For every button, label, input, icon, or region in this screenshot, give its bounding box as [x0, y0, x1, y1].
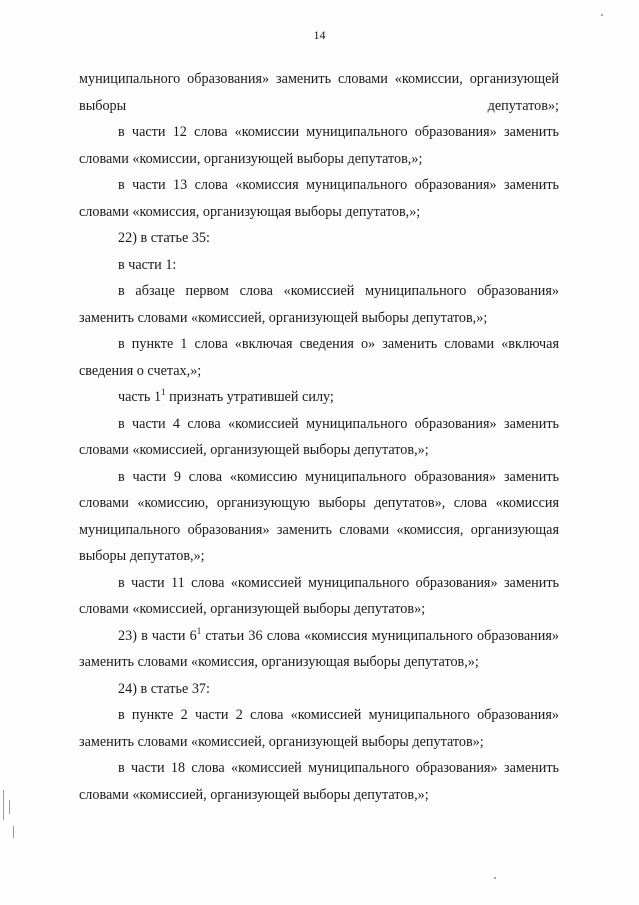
paragraph-part-1-1-text-after: признать утратившей силу; [165, 389, 334, 405]
superscript-marker: 1 [196, 625, 202, 636]
paragraph-item-23-text-after: статьи 36 слова «комиссия муниципального образования» заменить словами «комиссия, организующая выборы депутатов,»; [79, 627, 559, 670]
superscript-marker: 1 [161, 387, 166, 397]
paragraph-part-1-1 [79, 384, 559, 411]
paragraph-item-23-text: 23) в части 6 [118, 627, 197, 644]
paragraph-continuation: муниципального образования» заменить словами «комиссии, организующей выборы депутатов»; [79, 71, 559, 114]
page-number: 14 [313, 28, 326, 42]
paragraph-part-13: в части 13 слова «комиссия муниципального образования» заменить словами «комиссия, организующая выборы депутатов,»; [79, 177, 559, 220]
paragraph-part-12: в части 12 слова «комиссии муниципального образования» заменить словами «комиссии, организующей выборы депутатов,»; [79, 124, 559, 167]
paragraph-point-1: в пункте 1 слова «включая сведения о» заменить словами «включая сведения о счетах,»; [79, 336, 559, 379]
document-body [79, 66, 559, 808]
scan-edge-mark [3, 790, 4, 820]
paragraph-part-11: в части 11 слова «комиссией муниципального образования» заменить словами «комиссией, организующей выборы депутатов»; [79, 574, 559, 617]
paragraph-point-2-part-2: в пункте 2 части 2 слова «комиссией муниципального образования» заменить словами «комиссией, организующей выборы депутатов»; [79, 707, 559, 750]
paragraph-first-indent: в абзаце первом слова «комиссией муниципального образования» заменить словами «комиссией, организующей выборы депутатов,»; [79, 283, 559, 326]
paragraph-item-24: 24) в статье 37: [118, 680, 210, 697]
scan-edge-mark [13, 826, 14, 838]
paragraph-part-18: в части 18 слова «комиссией муниципального образования» заменить словами «комиссией, организующей выборы депутатов,»; [79, 760, 559, 803]
paragraph-item-23 [79, 623, 559, 676]
paragraph-part-9: в части 9 слова «комиссию муниципального образования» заменить словами «комиссию, организующую выборы депутатов», слова «комиссия муниципального образования» заменить словами «комиссия, организующая выборы депутатов,»; [79, 468, 559, 564]
scan-speck [494, 877, 496, 879]
paragraph-part-1-heading: в части 1: [118, 256, 177, 273]
scan-edge-mark [9, 800, 10, 814]
paragraph-part-4: в части 4 слова «комиссией муниципального образования» заменить словами «комиссией, организующей выборы депутатов,»; [79, 415, 559, 458]
scan-speck [601, 14, 603, 16]
paragraph-item-22: 22) в статье 35: [118, 230, 210, 246]
paragraph-part-1-1-text: часть 1 [118, 389, 162, 405]
